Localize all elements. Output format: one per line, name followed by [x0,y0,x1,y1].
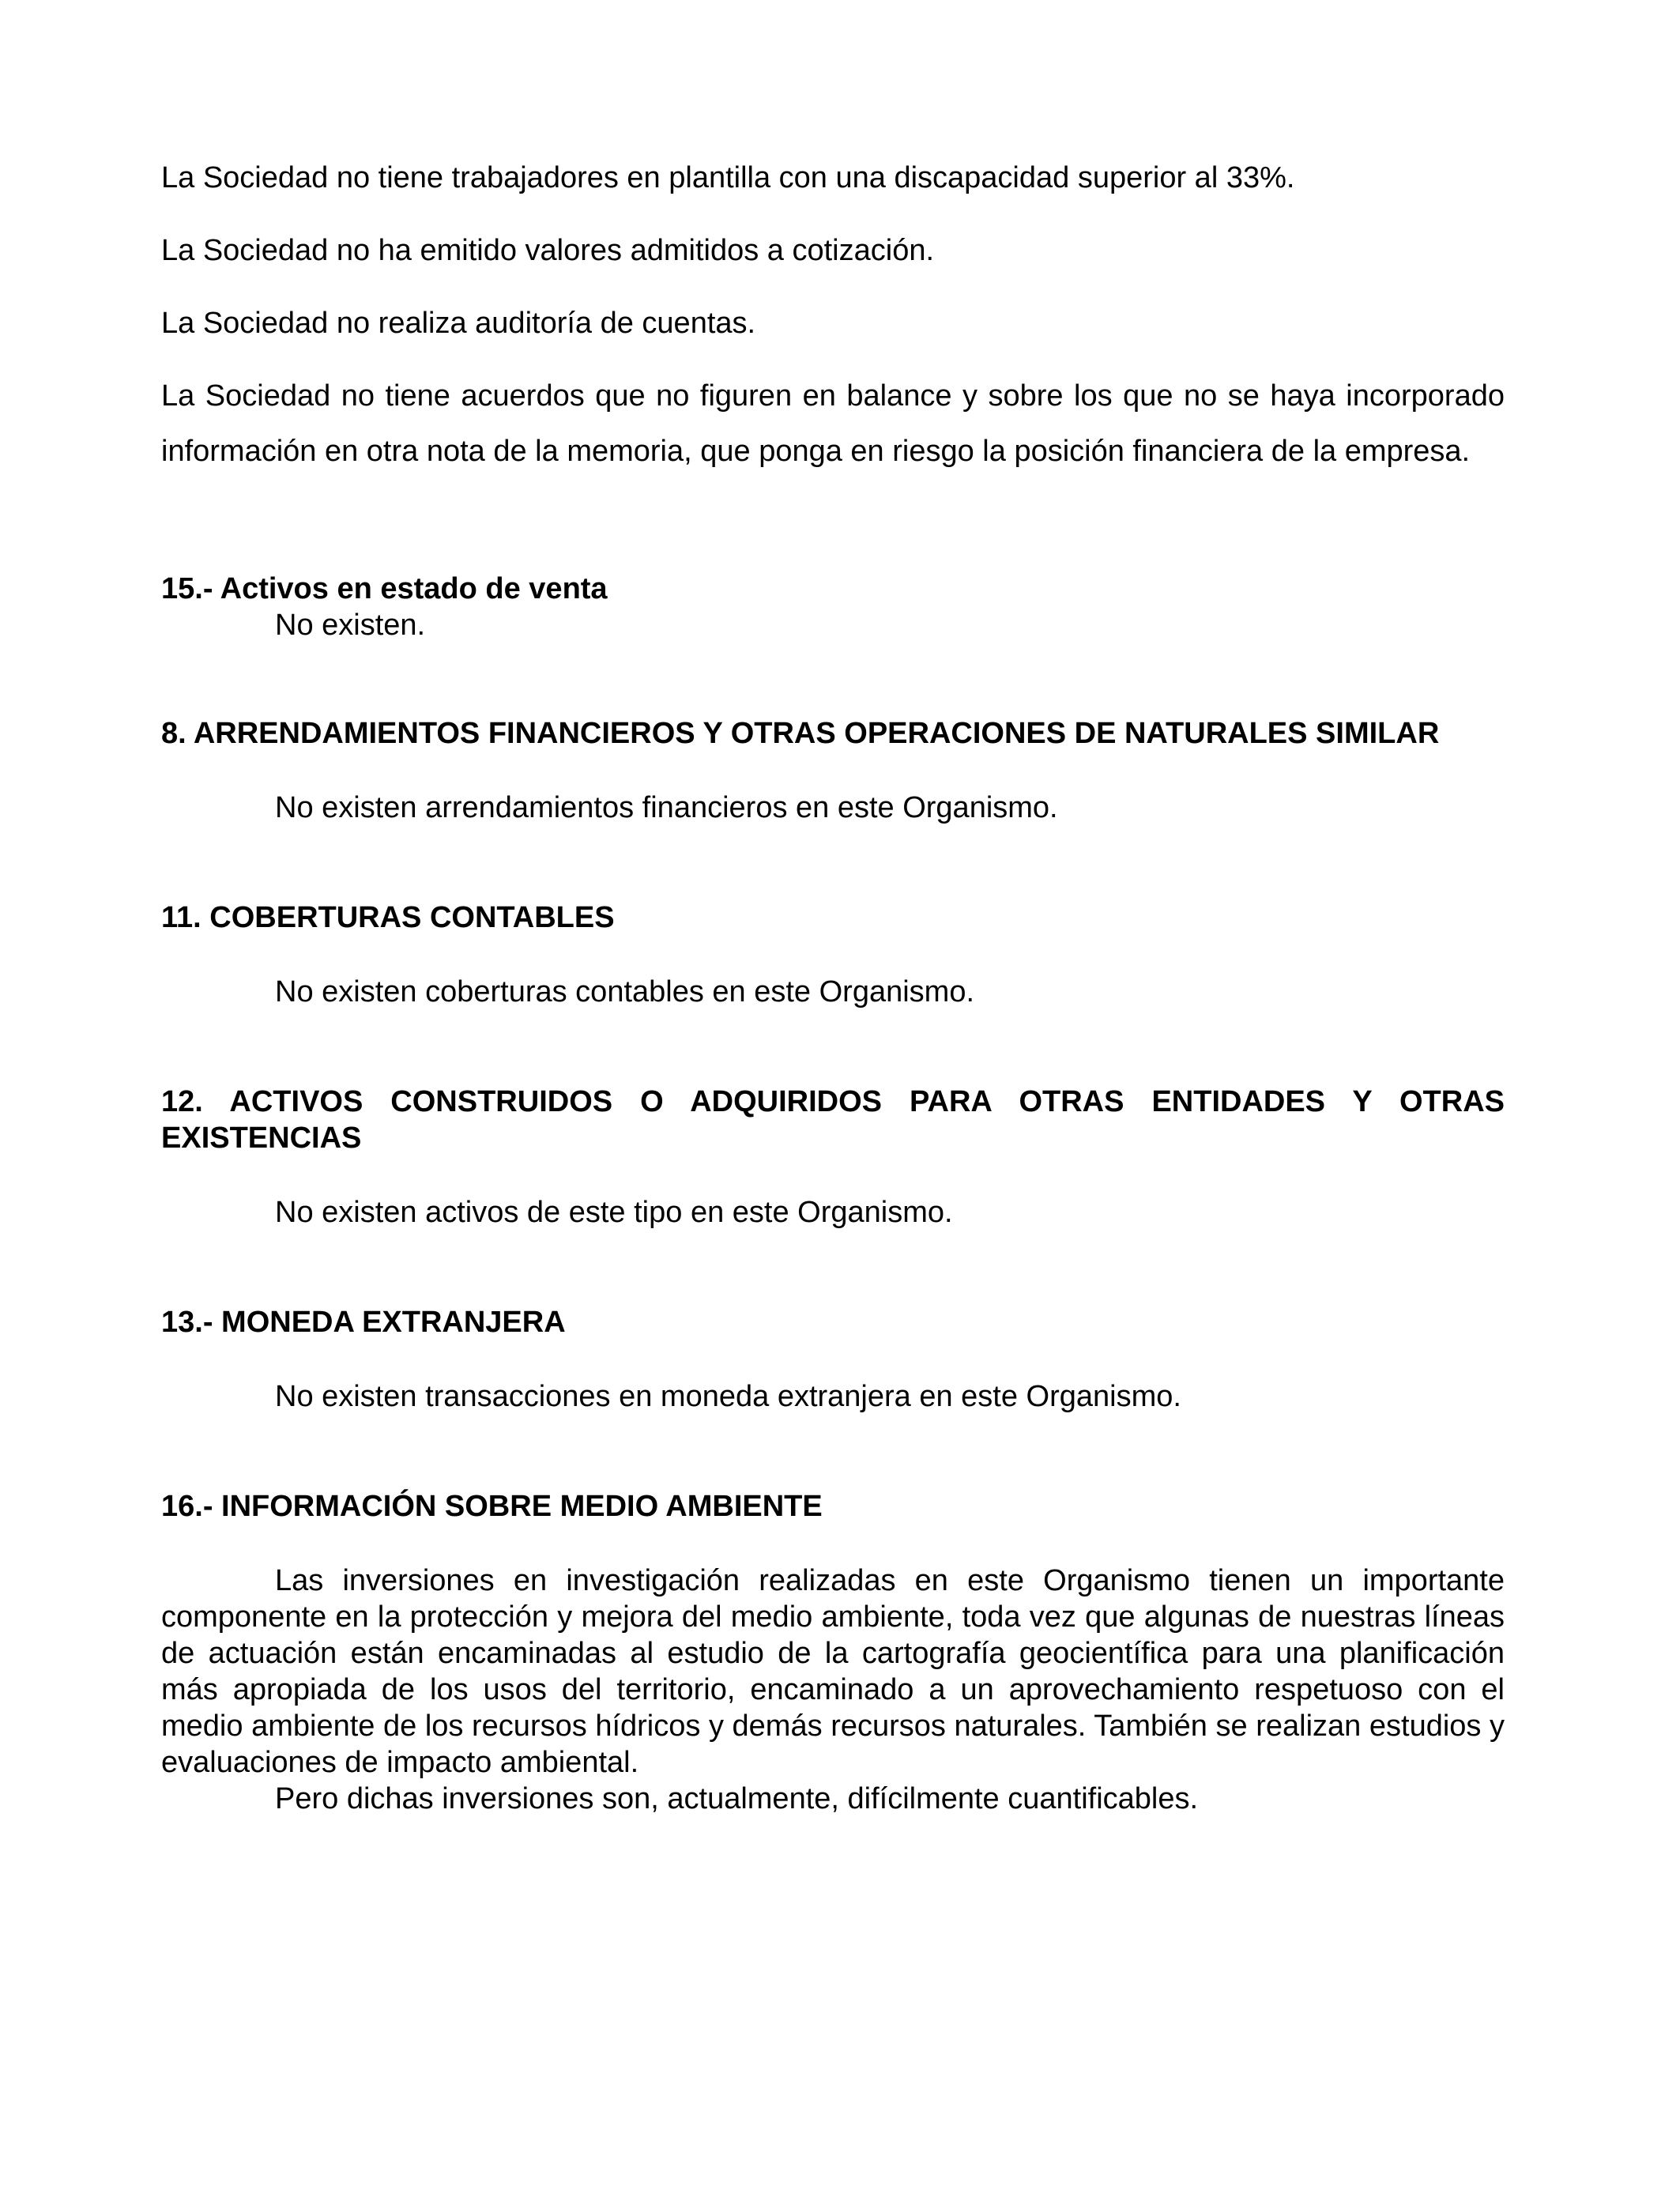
section-11-heading: 11. COBERTURAS CONTABLES [161,901,615,934]
section-13-heading: 13.- MONEDA EXTRANJERA [161,1306,566,1339]
section-13-body: No existen transacciones en moneda extranjera en este Organismo. [275,1380,1181,1413]
section-15-heading: 15.- Activos en estado de venta [161,572,608,605]
intro-line-3: La Sociedad no realiza auditoría de cuentas. [161,307,756,340]
section-12-heading: 12. ACTIVOS CONSTRUIDOS O ADQUIRIDOS PARA OTRAS ENTIDADES Y OTRAS EXISTENCIAS [161,1085,1505,1155]
intro-line-4: La Sociedad no tiene acuerdos que no figuren en balance y sobre los que no se haya incorporado información en otra nota de la memoria, que ponga en riesgo la posición financiera de la empresa. [161,379,1505,468]
section-16-paragraph-1 [161,1563,1505,1781]
intro-line-1: La Sociedad no tiene trabajadores en plantilla con una discapacidad superior al 33%. [161,161,1295,194]
intro-line-2: La Sociedad no ha emitido valores admitidos a cotización. [161,234,935,267]
section-16-paragraph-1-text: Las inversiones en investigación realizadas en este Organismo tienen un importante componente en la protección y mejora del medio ambiente, toda vez que algunas de nuestras líneas de actuación están encaminadas al estudio de la cartografía geocientífica para una planificación más apropiada de los usos del territorio, encaminado a un aprovechamiento respetuoso con el medio ambiente de los recursos hídricos y demás recursos naturales. También se realizan estudios y evaluaciones de impacto ambiental. [161,1564,1505,1779]
section-12-body: No existen activos de este tipo en este Organismo. [275,1196,953,1229]
section-15-body: No existen. [275,609,426,642]
section-16-paragraph-2 [161,1781,1505,1817]
section-16-heading: 16.- INFORMACIÓN SOBRE MEDIO AMBIENTE [161,1490,823,1523]
section-16-paragraph-2-text: Pero dichas inversiones son, actualmente, difícilmente cuantificables. [275,1782,1199,1815]
document-page [161,150,1505,1817]
section-8-heading: 8. ARRENDAMIENTOS FINANCIEROS Y OTRAS OPERACIONES DE NATURALES SIMILAR [161,717,1440,750]
section-11-body: No existen coberturas contables en este Organismo. [275,975,975,1008]
section-8-body: No existen arrendamientos financieros en este Organismo. [275,791,1058,824]
